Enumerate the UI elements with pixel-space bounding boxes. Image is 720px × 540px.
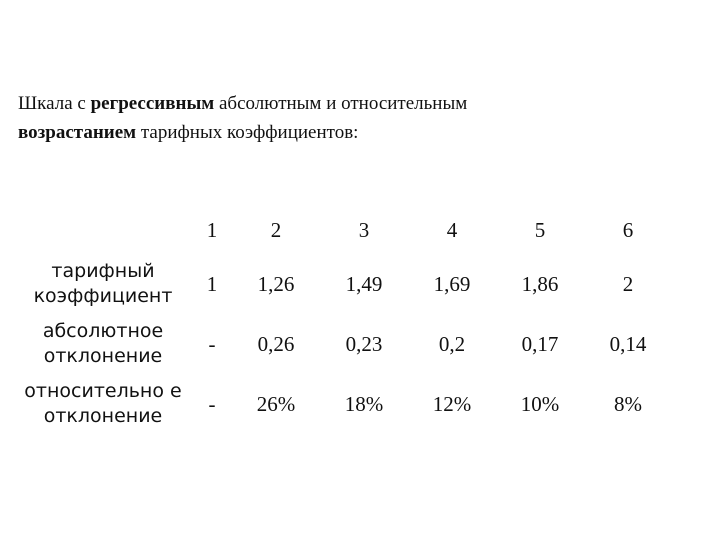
table-cell: 26% xyxy=(256,391,296,416)
table-cell: 18% xyxy=(344,391,384,416)
table-cell: 1,49 xyxy=(345,271,383,296)
slide-heading xyxy=(18,89,708,147)
column-header: 2 xyxy=(270,217,282,242)
heading-text-3: тарифных коэффициентов: xyxy=(136,122,359,143)
table-header-row xyxy=(14,206,672,254)
tariff-coefficients-table xyxy=(14,206,672,434)
table-cell: - xyxy=(208,391,216,416)
row-label: абсолютное отклонение xyxy=(42,320,164,367)
row-label: относительно е отклонение xyxy=(24,380,182,427)
table-cell: 0,14 xyxy=(609,331,647,356)
column-header: 6 xyxy=(622,217,634,242)
column-header: 3 xyxy=(358,217,370,242)
table-row xyxy=(14,254,672,314)
table-cell: 2 xyxy=(622,271,634,296)
table-cell: 10% xyxy=(520,391,560,416)
table-row xyxy=(14,314,672,374)
table-cell: 0,2 xyxy=(438,331,466,356)
heading-bold-1: регрессивным xyxy=(90,93,215,114)
table-row xyxy=(14,374,672,434)
header-empty-cell xyxy=(14,206,192,254)
table-cell: 0,17 xyxy=(521,331,559,356)
table-cell: 8% xyxy=(614,391,642,416)
table-cell: - xyxy=(208,331,216,356)
heading-text-1: Шкала с xyxy=(18,93,91,114)
table-cell: 12% xyxy=(432,391,472,416)
table-cell: 1,26 xyxy=(257,271,295,296)
heading-text-2: абсолютным и относительным xyxy=(214,93,468,114)
column-header: 4 xyxy=(446,217,458,242)
table-cell: 1,69 xyxy=(433,271,471,296)
table-cell: 0,23 xyxy=(345,331,383,356)
heading-bold-2: возрастанием xyxy=(18,122,137,143)
column-header: 1 xyxy=(206,217,218,242)
column-header: 5 xyxy=(534,217,546,242)
table-cell: 1 xyxy=(206,271,218,296)
table-cell: 0,26 xyxy=(257,331,295,356)
table-cell: 1,86 xyxy=(521,271,559,296)
row-label: тарифный коэффициент xyxy=(33,260,173,307)
